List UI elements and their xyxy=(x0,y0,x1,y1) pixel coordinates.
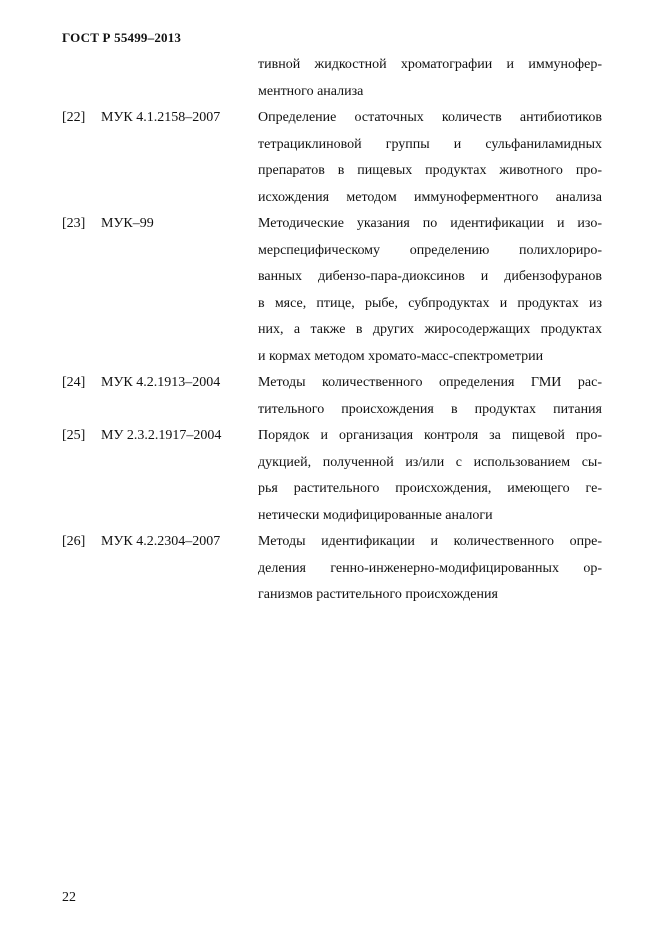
reference-line: ментного анализа xyxy=(258,83,364,99)
reference-number: [25] xyxy=(62,428,86,443)
reference-description xyxy=(258,105,602,211)
reference-number: [23] xyxy=(62,216,86,231)
reference-line: Определение остаточных количеств антибиотиков xyxy=(258,110,602,125)
reference-line: тивной жидкостной хроматографии и иммунофер- xyxy=(258,57,602,72)
reference-line: ванных дибензо-пара-диоксинов и дибензофуранов xyxy=(258,269,602,284)
reference-line: них, а также в других жиросодержащих продуктах xyxy=(258,322,602,337)
reference-line: Методы идентификации и количественного опре- xyxy=(258,534,602,549)
reference-description xyxy=(258,423,602,529)
reference-code: МУК 4.2.1913–2004 xyxy=(101,375,221,390)
reference-line: мерспецифическому определению полихлориро- xyxy=(258,242,602,258)
reference-line: Методы количественного определения ГМИ рас- xyxy=(258,375,602,390)
reference-list xyxy=(62,52,607,609)
reference-continuation xyxy=(62,52,607,105)
reference-item xyxy=(62,529,607,609)
reference-line: рья растительного происхождения, имеющего ге- xyxy=(258,481,602,496)
page-number: 22 xyxy=(62,890,76,905)
reference-line: деления генно-инженерно-модифицированных ор- xyxy=(258,560,602,576)
reference-description xyxy=(258,211,602,370)
reference-item xyxy=(62,370,607,423)
reference-description xyxy=(258,529,602,609)
reference-number: [26] xyxy=(62,534,86,549)
reference-code: МУК 4.2.2304–2007 xyxy=(101,534,221,549)
reference-line: Порядок и организация контроля за пищевой про- xyxy=(258,428,602,443)
reference-description xyxy=(258,52,602,105)
reference-line: препаратов в пищевых продуктах животного про- xyxy=(258,163,602,178)
reference-item xyxy=(62,423,607,529)
reference-item xyxy=(62,211,607,370)
reference-number: [24] xyxy=(62,375,86,390)
reference-line: тительного происхождения в продуктах питания xyxy=(258,401,602,417)
reference-line: тетрациклиновой группы и сульфаниламидных xyxy=(258,136,602,152)
reference-line: ганизмов растительного происхождения xyxy=(258,587,498,602)
reference-code: МУК 4.1.2158–2007 xyxy=(101,110,221,125)
reference-code: МУК–99 xyxy=(101,216,154,231)
reference-line: исхождения методом иммуноферментного анализа xyxy=(258,189,602,205)
reference-item xyxy=(62,105,607,211)
reference-line: и кормах методом хромато-масс-спектрометрии xyxy=(258,348,544,364)
reference-code: МУ 2.3.2.1917–2004 xyxy=(101,428,222,443)
reference-line: в мясе, птице, рыбе, субпродуктах и продуктах из xyxy=(258,295,602,311)
document-header: ГОСТ Р 55499–2013 xyxy=(62,30,182,45)
reference-line: нетически модифицированные аналоги xyxy=(258,507,493,523)
reference-line: Методические указания по идентификации и изо- xyxy=(258,216,602,231)
reference-line: дукцией, полученной из/или с использованием сы- xyxy=(258,454,602,470)
reference-description xyxy=(258,370,602,423)
reference-number: [22] xyxy=(62,110,86,125)
